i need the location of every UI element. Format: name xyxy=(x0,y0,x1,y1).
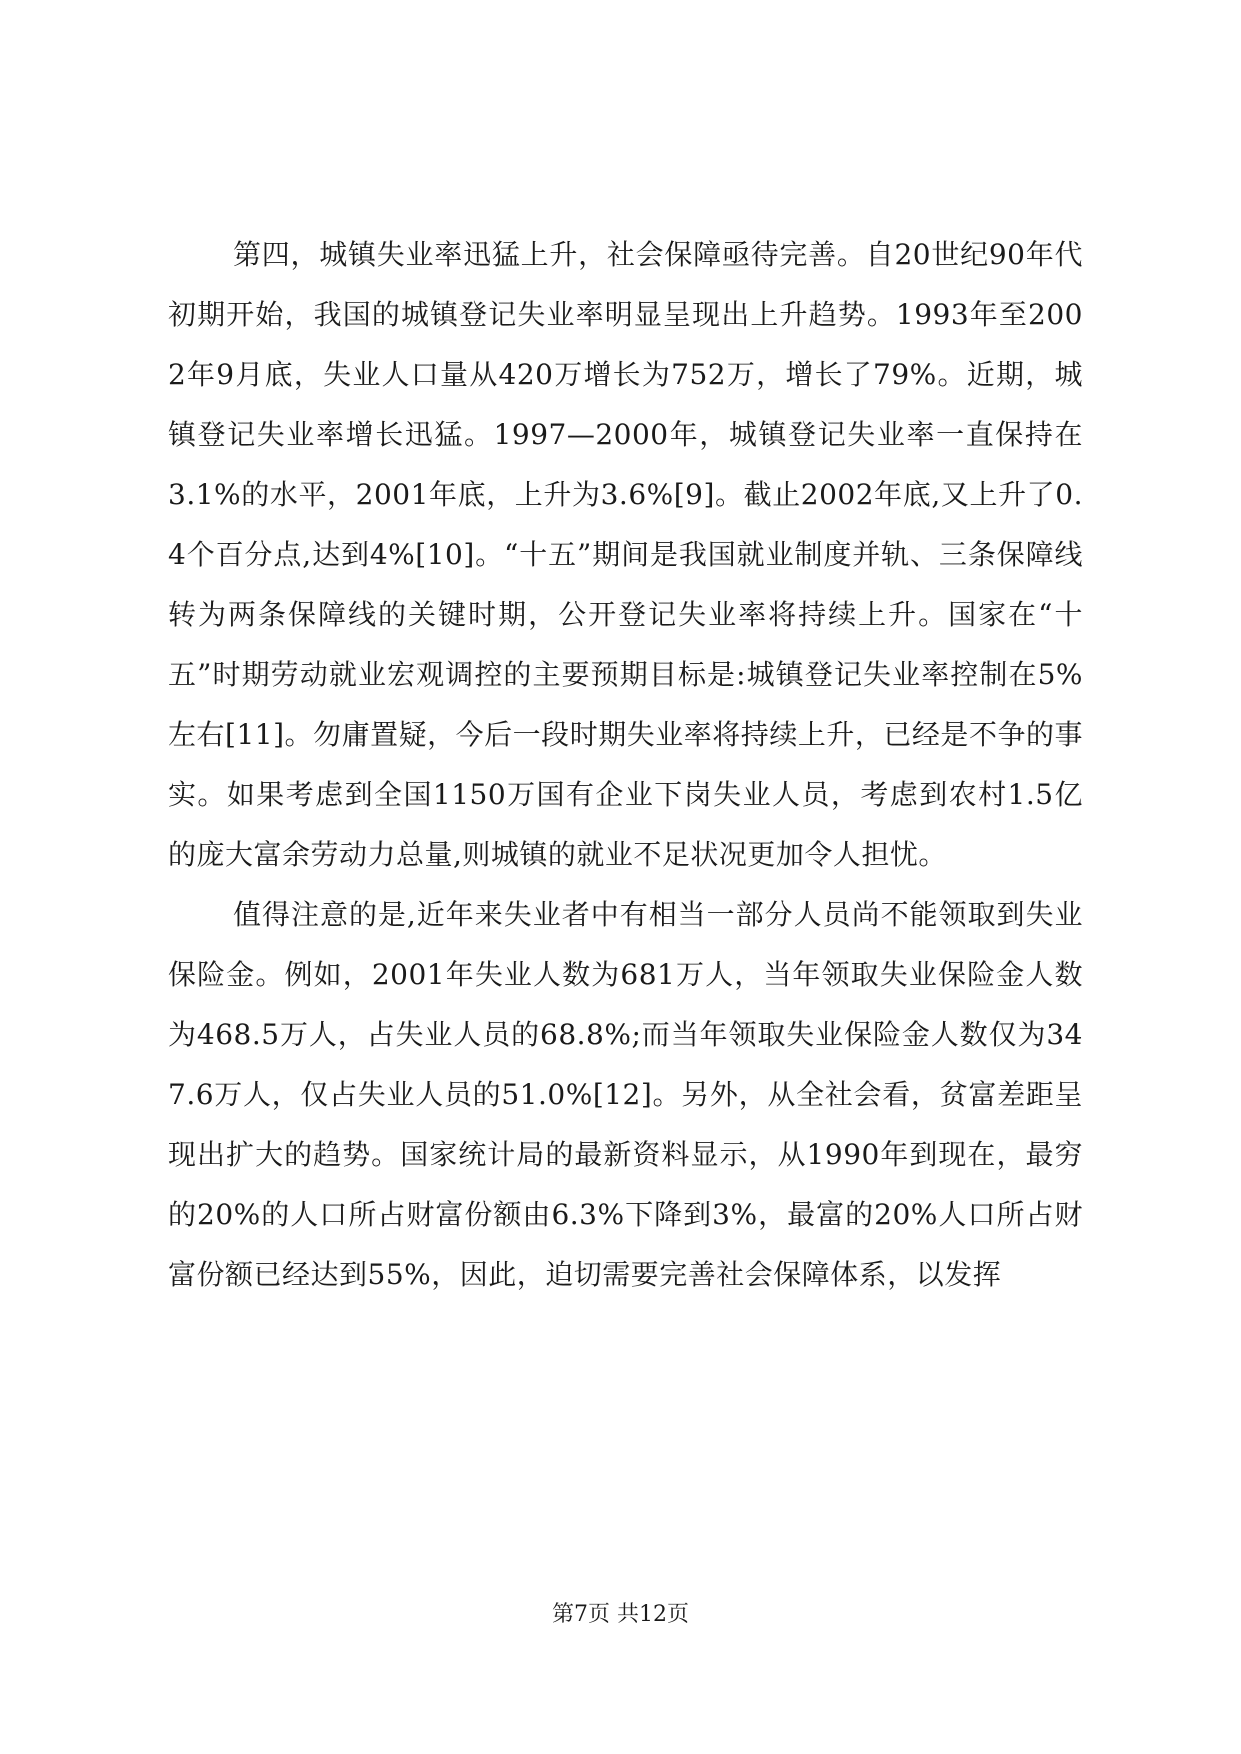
page-number: 第7页 共12页 xyxy=(552,1602,689,1627)
page-footer xyxy=(0,1600,1241,1630)
paragraph-unemployment: 第四，城镇失业率迅猛上升，社会保障亟待完善。自20世纪90年代初期开始，我国的城镇登记失业率明显呈现出上升趋势。1993年至2002年9月底，失业人口量从420万增长为752万，增长了79%。近期，城镇登记失业率增长迅猛。1997—2000年，城镇登记失业率一直保持在3.1%的水平，2001年底，上升为3.6%[9]。截止2002年底,又上升了0.4个百分点,达到4%[10]。“十五”期间是我国就业制度并轨、三条保障线转为两条保障线的关键时期，公开登记失业率将持续上升。国家在“十五”时期劳动就业宏观调控的主要预期目标是:城镇登记失业率控制在5%左右[11]。勿庸置疑，今后一段时期失业率将持续上升，已经是不争的事实。如果考虑到全国1150万国有企业下岗失业人员，考虑到农村1.5亿的庞大富余劳动力总量,则城镇的就业不足状况更加令人担忧。 xyxy=(168,238,1083,871)
body-text xyxy=(168,225,1083,1305)
paragraph-insurance: 值得注意的是,近年来失业者中有相当一部分人员尚不能领取到失业保险金。例如，2001年失业人数为681万人，当年领取失业保险金人数为468.5万人，占失业人员的68.8%;而当年领取失业保险金人数仅为347.6万人，仅占失业人员的51.0%[12]。另外，从全社会看，贫富差距呈现出扩大的趋势。国家统计局的最新资料显示，从1990年到现在，最穷的20%的人口所占财富份额由6.3%下降到3%，最富的20%人口所占财富份额已经达到55%，因此，迫切需要完善社会保障体系，以发挥 xyxy=(168,898,1083,1291)
